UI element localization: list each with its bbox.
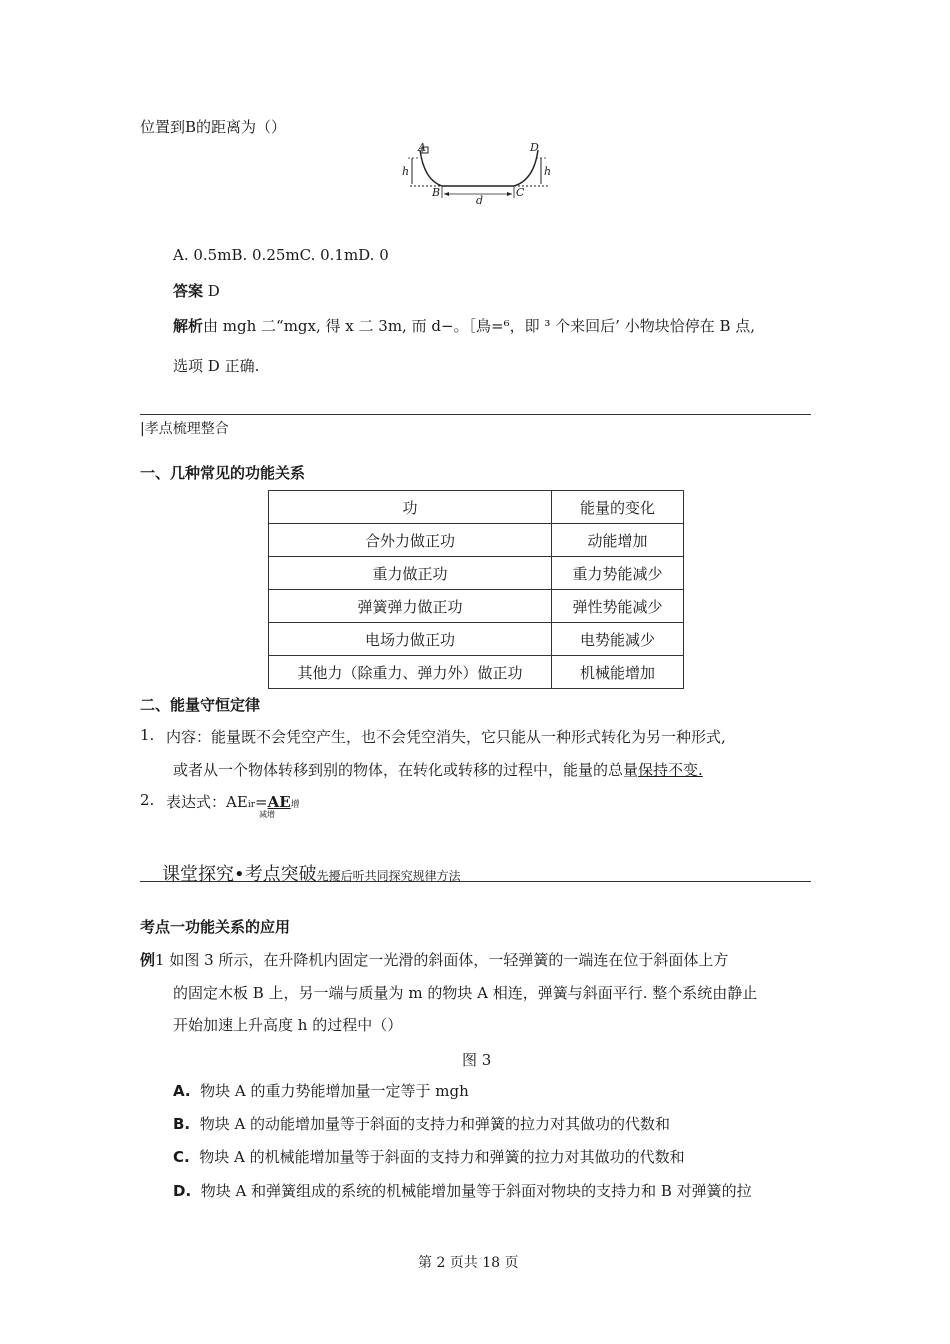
banner-rule bbox=[140, 881, 811, 882]
table-cell: 弹性势能减少 bbox=[552, 590, 684, 623]
heading-1: 一、几种常见的功能关系 bbox=[140, 464, 306, 482]
banner bbox=[162, 860, 461, 886]
choice-key: B. bbox=[173, 1115, 191, 1133]
banner-subtitle: 先擾后听共同探究规律方法 bbox=[316, 869, 461, 883]
item1-num: 1. bbox=[140, 726, 155, 744]
table-cell: 弹簧弹力做正功 bbox=[269, 590, 552, 623]
label-b: B bbox=[432, 186, 441, 199]
analysis-line bbox=[173, 315, 755, 336]
choice-a bbox=[173, 1080, 469, 1101]
table-cell: 机械能增加 bbox=[552, 656, 684, 689]
answer-value: D bbox=[207, 282, 220, 300]
item2-label: 表达式： bbox=[166, 793, 227, 811]
header-energy-change: 能量的变化 bbox=[552, 491, 684, 524]
example-line3: 开始加速上升高度 h 的过程中（） bbox=[173, 1016, 403, 1034]
example-label: 例 bbox=[140, 951, 156, 969]
formula-below: 减增 bbox=[259, 810, 275, 819]
example-text1: 如图 3 所示，在升降机内固定一光滑的斜面体，一轻弹簧的一端连在位于斜面体上方 bbox=[169, 951, 729, 969]
section-rule-top bbox=[140, 414, 811, 415]
right-curve bbox=[514, 150, 538, 186]
formula-right-sub: 增 bbox=[290, 800, 300, 810]
table-header-row bbox=[269, 491, 684, 524]
analysis-label: 解析 bbox=[173, 317, 204, 335]
page-footer: 第 2 页共 18 页 bbox=[418, 1255, 519, 1271]
label-a: A bbox=[418, 141, 426, 154]
analysis-line2: 选项 D 正确. bbox=[173, 357, 260, 375]
options-line: A. 0.5mB. 0.25mC. 0.1mD. 0 bbox=[173, 246, 389, 264]
heading-2: 二、能量守恒定律 bbox=[140, 696, 261, 714]
example-num: 1 bbox=[155, 951, 165, 969]
item2-formula bbox=[166, 791, 300, 812]
formula-right: AE bbox=[267, 793, 291, 811]
analysis-text: 由 mgh 二“mgx, 得 x 二 3m, 而 d−。［鳥=⁶，即 ³ 个来回后’ 小物块恰停在 B 点, bbox=[203, 317, 756, 335]
table-row bbox=[269, 524, 684, 557]
choice-key: A. bbox=[173, 1082, 191, 1100]
track-figure bbox=[398, 140, 558, 206]
table-cell: 重力势能减少 bbox=[552, 557, 684, 590]
choice-text: 物块 A 的动能增加量等于斜面的支持力和弹簧的拉力对其做功的代数和 bbox=[199, 1115, 671, 1133]
label-d-point: D bbox=[530, 141, 539, 154]
table-cell: 电势能减少 bbox=[552, 623, 684, 656]
left-curve bbox=[420, 150, 442, 186]
choice-b bbox=[173, 1113, 670, 1134]
choice-key: C. bbox=[173, 1148, 190, 1166]
choice-d bbox=[173, 1180, 752, 1201]
item1-line1: 内容：能量既不会凭空产生，也不会凭空消失，它只能从一种形式转化为另一种形式, bbox=[166, 728, 726, 746]
label-c: C bbox=[516, 186, 525, 199]
choice-text: 物块 A 的机械能增加量等于斜面的支持力和弹簧的拉力对其做功的代数和 bbox=[199, 1148, 685, 1166]
energy-table bbox=[268, 490, 684, 689]
banner-title: 课堂探究•考点突破 bbox=[162, 864, 317, 885]
answer-line bbox=[173, 280, 220, 301]
label-d: d bbox=[476, 194, 484, 206]
formula-eq: = bbox=[255, 793, 268, 811]
table-row bbox=[269, 557, 684, 590]
choice-text: 物块 A 和弹簧组成的系统的机械能增加量等于斜面对物块的支持力和 B 对弹簧的拉 bbox=[200, 1182, 752, 1200]
choice-c bbox=[173, 1146, 685, 1167]
label-h-right: h bbox=[544, 165, 552, 178]
item2-num: 2. bbox=[140, 791, 155, 809]
table-cell: 合外力做正功 bbox=[269, 524, 552, 557]
item1-line2 bbox=[173, 759, 703, 780]
table-cell: 电场力做正功 bbox=[269, 623, 552, 656]
table-row bbox=[269, 623, 684, 656]
table-cell: 其他力（除重力、弹力外）做正功 bbox=[269, 656, 552, 689]
section-header: |孝点梳理整合 bbox=[140, 421, 229, 437]
label-h-left: h bbox=[402, 165, 410, 178]
example-line1 bbox=[140, 949, 728, 970]
formula-left-sub: ir bbox=[247, 800, 255, 810]
item1-line2-underlined: 保持不变. bbox=[638, 761, 703, 779]
example-line2: 的固定木板 B 上，另一端与质量为 m 的物块 A 相连，弹簧与斜面平行. 整个系统由静止 bbox=[173, 984, 758, 1002]
choice-text: 物块 A 的重力势能增加量一定等于 mgh bbox=[200, 1082, 469, 1100]
kaodian-heading: 考点一功能关系的应用 bbox=[140, 918, 291, 936]
figure-caption: 图 3 bbox=[462, 1051, 492, 1069]
table-cell: 重力做正功 bbox=[269, 557, 552, 590]
answer-label: 答案 bbox=[173, 282, 204, 300]
header-work: 功 bbox=[269, 491, 552, 524]
item1-line2-text: 或者从一个物体转移到别的物体，在转化或转移的过程中，能量的总量 bbox=[173, 761, 639, 779]
table-cell: 动能增加 bbox=[552, 524, 684, 557]
table-row bbox=[269, 590, 684, 623]
question-stem: 位置到B的距离为（） bbox=[140, 118, 287, 136]
formula-left: AE bbox=[226, 793, 248, 811]
table-row bbox=[269, 656, 684, 689]
choice-key: D. bbox=[173, 1182, 192, 1200]
